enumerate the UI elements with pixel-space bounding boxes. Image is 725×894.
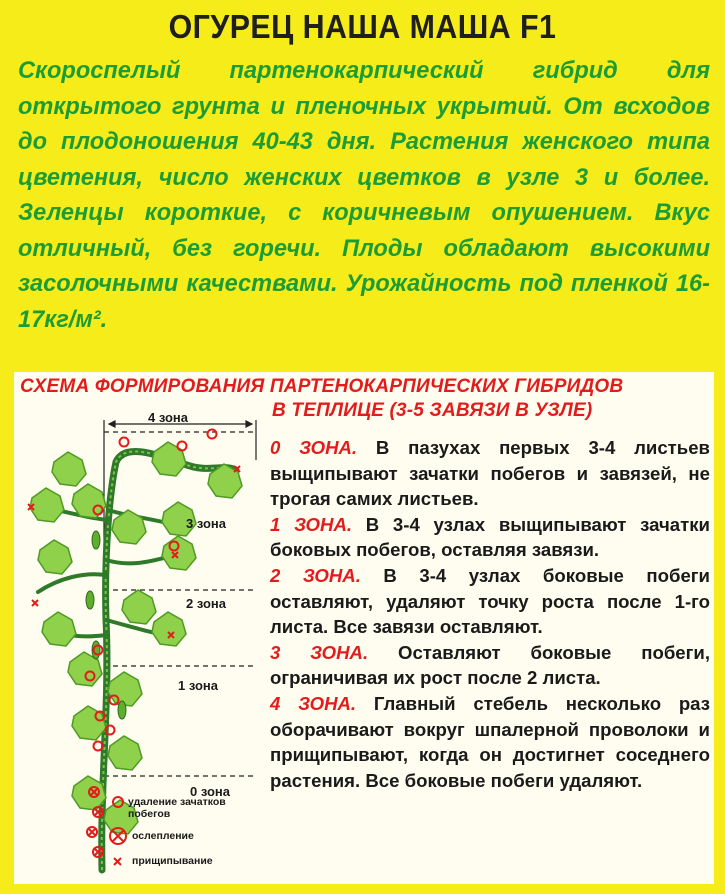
plant-diagram (14, 400, 284, 884)
zone-label: 0 зона (190, 784, 231, 799)
remove-bud-mark (120, 438, 129, 447)
zone-text: В пазухах первых 3-4 листьев выщипывают зачатки побегов и завязей, не трогая самих листьев. (270, 437, 710, 510)
zone-text: Оставляют боковые побеги, ограничивая их рост после 2 листа. (270, 641, 710, 689)
zone-item (270, 640, 710, 691)
legend-blind-text: ослепление (132, 830, 194, 842)
legend-pinch-text: прищипывание (132, 855, 213, 867)
cucumber-fruit (118, 701, 126, 719)
leaf (122, 590, 156, 624)
zone-item (270, 435, 710, 512)
zone-name: 0 ЗОНА. (270, 437, 358, 458)
zone-name: 1 ЗОНА. (270, 513, 353, 535)
zone-label: 2 зона (186, 596, 227, 611)
page-title: ОГУРЕЦ НАША МАША F1 (168, 8, 557, 45)
intro-description: Скороспелый партенокарпический гибрид для открытого грунта и пленочных укрытий. От всходов до плодоношения 40-43 дня. Растения женского типа цветения, число женских цветков в узле 3 и более. Зеленцы короткие, с коричневым опушением. Вкус отличный, без горечи. Плоды обладают высокими засолочными качествами. Урожайность под пленкой 16-17кг/м². (18, 58, 710, 333)
remove-bud-mark (208, 430, 217, 439)
zone-label: 3 зона (186, 516, 227, 531)
side-shoot (38, 574, 106, 592)
zone-text: Главный стебель несколько раз оборачивают вокруг шпалерной проволоки и прищипывают, когда он достигнет соседнего растения. Все боковые побеги удаляют. (270, 692, 710, 791)
leaf (108, 736, 142, 770)
leaf (42, 612, 76, 646)
zone-label: 4 зона (148, 410, 189, 425)
scheme-title-line2: В ТЕПЛИЦЕ (3-5 ЗАВЯЗИ В УЗЛЕ) (272, 400, 593, 421)
blind-mark (87, 827, 97, 837)
zone-text: В 3-4 узлах выщипывают зачатки боковых побегов, оставляя завязи. (270, 513, 710, 561)
zone-text: В 3-4 узлах боковые побеги оставляют, удаляют точку роста после 1-го листа. Все завязи оставляют. (270, 564, 710, 638)
leaf (52, 452, 86, 486)
leaf (112, 510, 146, 544)
leaf (38, 540, 72, 574)
leaf (108, 672, 142, 706)
legend-remove-text: удаление зачатков побегов (128, 796, 226, 820)
zone-label: 1 зона (178, 678, 219, 693)
zone-name: 4 ЗОНА. (270, 692, 357, 714)
cucumber-fruit (86, 591, 94, 609)
scheme-title-line1: СХЕМА ФОРМИРОВАНИЯ ПАРТЕНОКАРПИЧЕСКИХ ГИБРИДОВ (20, 376, 624, 397)
cucumber-fruit (92, 531, 100, 549)
leaf (152, 612, 186, 646)
pinch-mark (32, 600, 38, 606)
zone-name: 3 ЗОНА. (270, 641, 369, 663)
zone-name: 2 ЗОНА. (270, 564, 361, 586)
zone-item (270, 691, 710, 793)
leaf (162, 536, 196, 570)
zone-item (270, 512, 710, 563)
legend-pinch-symbol (114, 858, 121, 865)
leaf (152, 442, 186, 476)
zone-instructions (270, 435, 710, 793)
zone-item (270, 563, 710, 640)
leaf (30, 488, 64, 522)
